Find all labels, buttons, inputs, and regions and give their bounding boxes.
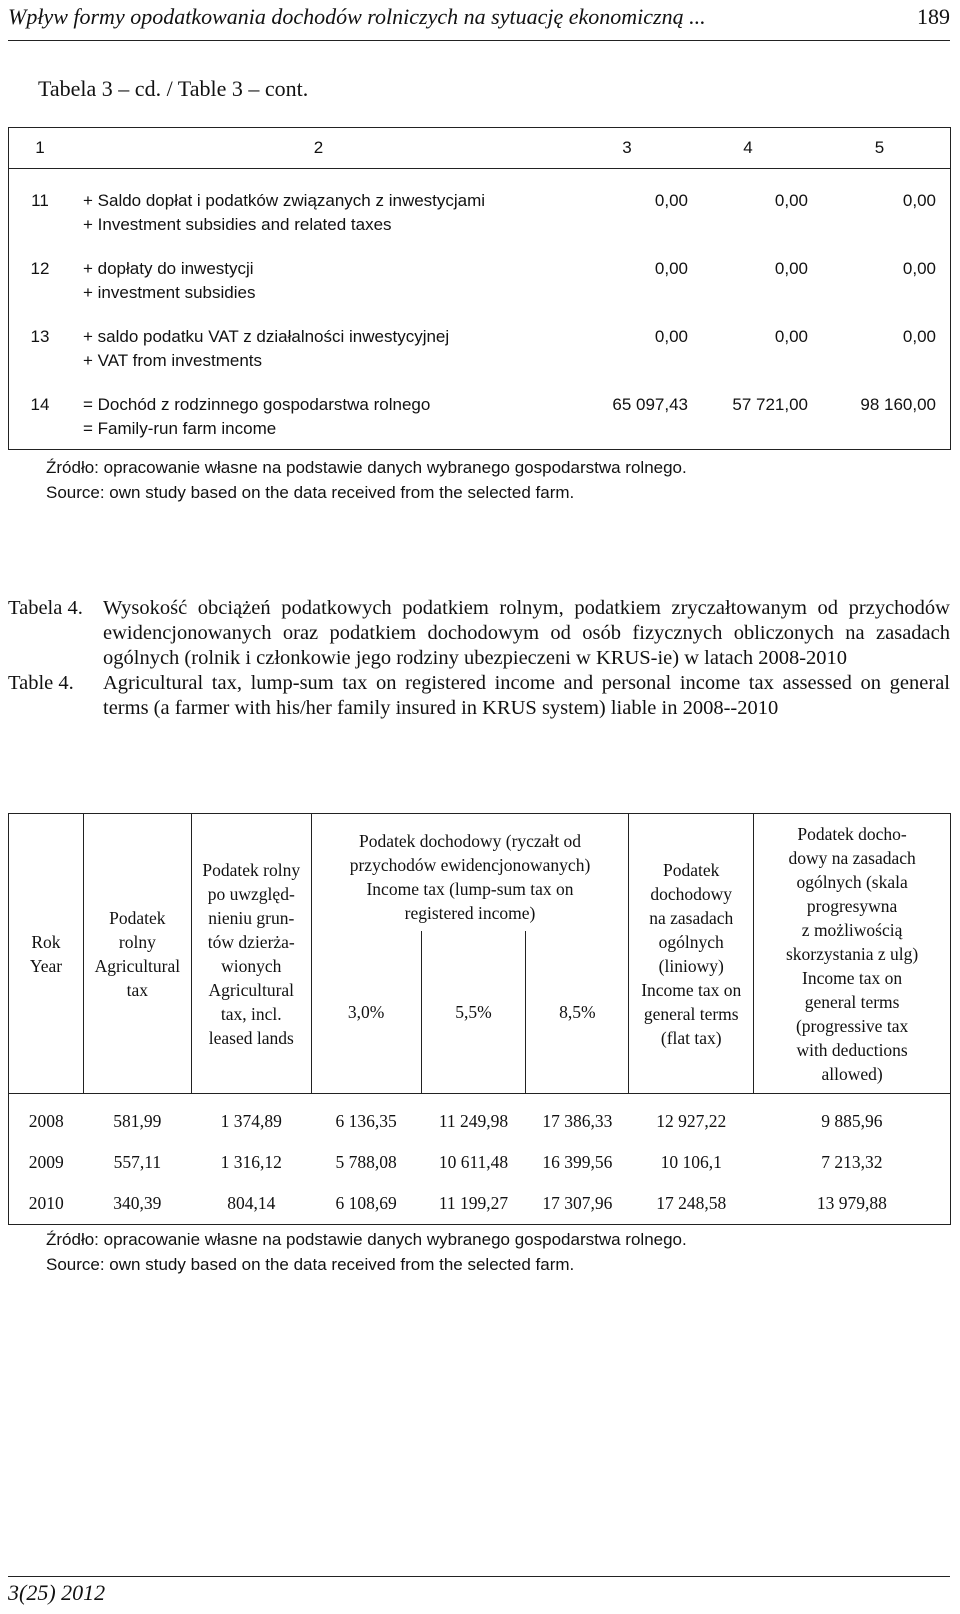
table4-caption-en-label: Table 4.: [8, 672, 74, 694]
cell-value: 98 160,00: [860, 395, 936, 414]
table4-caption-pl: [8, 596, 950, 671]
table-row: [9, 1142, 951, 1183]
cell-value: 65 097,43: [612, 395, 688, 414]
row-number: 14: [30, 395, 50, 414]
cell-r30: 6 136,35: [335, 1111, 397, 1131]
cell-year: 2008: [28, 1111, 64, 1131]
table4-caption: [8, 596, 950, 721]
row-label-en: + VAT from investments: [83, 351, 263, 370]
table4-source: [46, 1227, 687, 1277]
cell-r55: 11 199,27: [438, 1193, 509, 1213]
header-rate-5-5: 5,5%: [421, 931, 526, 1094]
table3-caption: Tabela 3 – cd. / Table 3 – cont.: [38, 76, 309, 101]
cell-prog: 7 213,32: [821, 1152, 883, 1172]
row-label: [71, 305, 566, 373]
cell-flat: 17 248,58: [656, 1193, 727, 1213]
cell-value: 57 721,00: [732, 395, 808, 414]
cell-value: 0,00: [654, 191, 688, 210]
row-label-pl: + Saldo dopłat i podatków związanych z inwestycjami: [83, 191, 486, 210]
cell-value: 0,00: [902, 259, 936, 278]
table3-col-2: 2: [71, 128, 566, 169]
running-head: [8, 0, 950, 41]
cell-r55: 11 249,98: [438, 1111, 509, 1131]
table-row: [9, 1183, 951, 1225]
header-agricultural-tax-leased: Podatek rolny po uwzględ- nieniu grun- tów dzierża- wionych Agricultural tax, incl. leased lands: [191, 814, 311, 1094]
table-row: [9, 373, 951, 450]
cell-r30: 5 788,08: [335, 1152, 397, 1172]
row-label-en: + investment subsidies: [83, 283, 256, 302]
cell-value: 0,00: [654, 327, 688, 346]
table3-header-row: [9, 128, 951, 169]
cell-r85: 16 399,56: [542, 1152, 613, 1172]
row-number: 13: [30, 327, 50, 346]
cell-value: 0,00: [774, 191, 808, 210]
cell-year: 2010: [28, 1193, 64, 1213]
header-rate-8-5: 8,5%: [526, 931, 629, 1094]
table4-caption-pl-text: Wysokość obciążeń podatkowych podatkiem rolnym, podatkiem zryczałtowanym od przychodów ewidencjonowanych oraz podatkiem dochodowym od osób fizycznych obliczonych na zasadach ogólnych (rolnik i członkowie jego rodziny ubezpieczeni w KRUS-ie) w latach 2008-2010: [103, 597, 950, 669]
row-label-pl: = Dochód z rodzinnego gospodarstwa rolnego: [83, 395, 431, 414]
table4-caption-en: [8, 671, 950, 721]
cell-value: 0,00: [654, 259, 688, 278]
running-title: Wpływ formy opodatkowania dochodów rolniczych na sytuację ekonomiczną ...: [8, 4, 706, 29]
source-en: Source: own study based on the data received from the selected farm.: [46, 1255, 575, 1274]
table4-caption-en-text: Agricultural tax, lump-sum tax on registered income and personal income tax assessed on general terms (a farmer with his/her family insured in KRUS system) liable in 2008--2010: [103, 672, 950, 719]
header-rate-3-0: 3,0%: [311, 931, 421, 1094]
cell-agri-leased: 1 374,89: [220, 1111, 282, 1131]
row-label-en: = Family-run farm income: [83, 419, 277, 438]
page-number: 189: [917, 4, 950, 29]
row-label: [71, 373, 566, 450]
table4: [8, 813, 951, 1225]
table3-source: [46, 455, 687, 505]
header-progressive-tax: Podatek docho- dowy na zasadach ogólnych (skala progresywna z możliwością skorzystania z ulg) Income tax on general terms (progressive tax with deductions allowed): [754, 814, 951, 1094]
row-number: 12: [30, 259, 50, 278]
cell-agri: 340,39: [113, 1193, 162, 1213]
issue-number: 3(25) 2012: [8, 1580, 106, 1605]
table3-col-5: 5: [808, 128, 951, 169]
cell-value: 0,00: [902, 191, 936, 210]
table4-caption-pl-label: Tabela 4.: [8, 597, 83, 619]
footer-rule: [8, 1576, 950, 1577]
table3-col-3: 3: [566, 128, 688, 169]
cell-year: 2009: [28, 1152, 64, 1172]
cell-agri-leased: 1 316,12: [220, 1152, 282, 1172]
source-pl: Źródło: opracowanie własne na podstawie danych wybranego gospodarstwa rolnego.: [46, 1230, 687, 1249]
cell-flat: 12 927,22: [656, 1111, 727, 1131]
source-pl: Źródło: opracowanie własne na podstawie danych wybranego gospodarstwa rolnego.: [46, 458, 687, 477]
row-label: [71, 237, 566, 305]
cell-r85: 17 307,96: [542, 1193, 613, 1213]
row-label-pl: + saldo podatku VAT z działalności inwestycyjnej: [83, 327, 450, 346]
header-year: Rok Year: [9, 814, 84, 1094]
table-row: [9, 305, 951, 373]
table3-col-1: 1: [9, 128, 72, 169]
cell-value: 0,00: [902, 327, 936, 346]
cell-prog: 9 885,96: [821, 1111, 883, 1131]
cell-flat: 10 106,1: [660, 1152, 722, 1172]
header-flat-tax: Podatek dochodowy na zasadach ogólnych (liniowy) Income tax on general terms (flat tax): [629, 814, 754, 1094]
table-row: [9, 237, 951, 305]
cell-r55: 10 611,48: [438, 1152, 509, 1172]
cell-value: 0,00: [774, 259, 808, 278]
cell-agri-leased: 804,14: [227, 1193, 276, 1213]
header-lump-sum-tax: Podatek dochodowy (ryczałt od przychodów ewidencjonowanych) Income tax (lump-sum tax on registered income): [311, 814, 629, 932]
cell-prog: 13 979,88: [816, 1193, 887, 1213]
cell-r30: 6 108,69: [335, 1193, 397, 1213]
row-number: 11: [31, 191, 49, 210]
row-label-en: + Investment subsidies and related taxes: [83, 215, 392, 234]
cell-r85: 17 386,33: [542, 1111, 613, 1131]
table-row: [9, 1094, 951, 1143]
table-row: [9, 169, 951, 238]
source-en: Source: own study based on the data received from the selected farm.: [46, 483, 575, 502]
cell-value: 0,00: [774, 327, 808, 346]
row-label-pl: + dopłaty do inwestycji: [83, 259, 254, 278]
table3: [8, 127, 951, 450]
header-agricultural-tax: Podatek rolny Agricultural tax: [83, 814, 191, 1094]
cell-agri: 557,11: [113, 1152, 162, 1172]
cell-agri: 581,99: [113, 1111, 162, 1131]
table3-col-4: 4: [688, 128, 808, 169]
row-label: [71, 169, 566, 238]
